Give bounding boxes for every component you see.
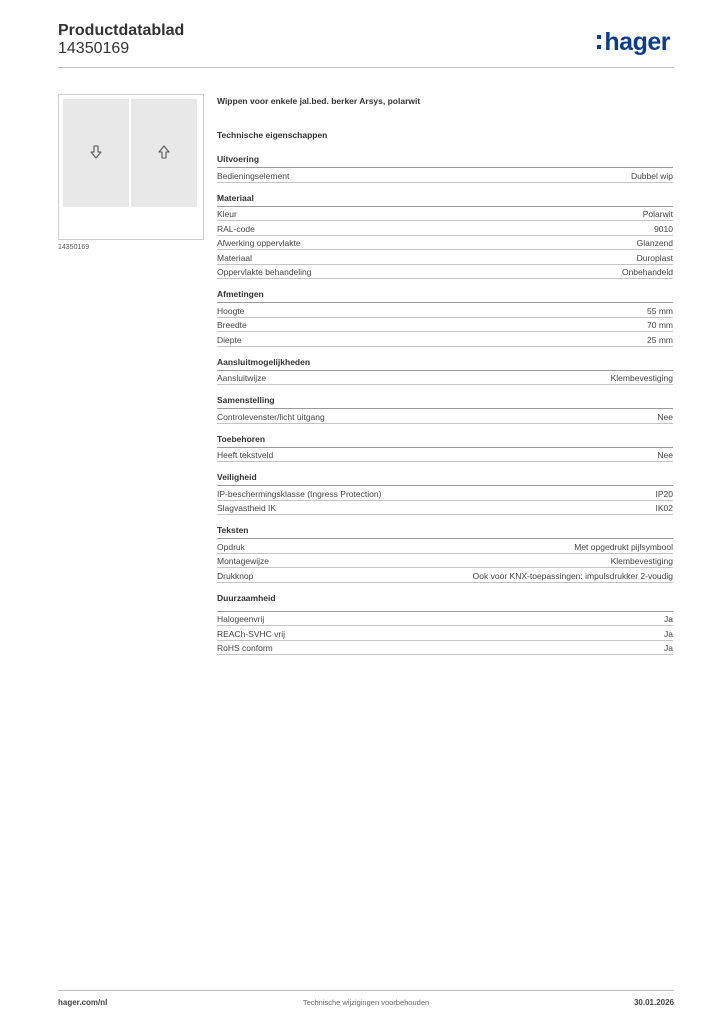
spec-value: Met opgedrukt pijlsymbool bbox=[574, 541, 673, 552]
spec-value: Nee bbox=[657, 411, 673, 422]
spec-value: IP20 bbox=[655, 488, 673, 499]
spec-label: Hoogte bbox=[217, 305, 245, 316]
footer-divider bbox=[58, 990, 674, 991]
spec-row bbox=[217, 501, 673, 516]
arrow-up-icon bbox=[158, 145, 170, 159]
spec-row bbox=[217, 265, 673, 280]
spec-value: 25 mm bbox=[647, 334, 673, 345]
footer-date: 30.01.2026 bbox=[633, 998, 674, 1007]
section-aansluitmogelijkheden bbox=[217, 357, 673, 386]
section-title: Teksten bbox=[217, 525, 673, 539]
spec-label: Bedieningselement bbox=[217, 170, 290, 181]
spec-row bbox=[217, 168, 673, 183]
spec-label: Slagvastheid IK bbox=[217, 503, 277, 513]
spec-label: Kleur bbox=[217, 209, 237, 219]
arrow-down-icon bbox=[90, 145, 102, 159]
spec-label: Afwerking oppervlakte bbox=[217, 238, 301, 248]
logo-text: hager bbox=[604, 28, 670, 56]
spec-value: Onbehandeld bbox=[621, 267, 673, 277]
header-divider bbox=[58, 67, 674, 68]
spec-label: Aansluitwijze bbox=[217, 373, 267, 383]
section-title: Duurzaamheid bbox=[217, 593, 673, 612]
footer-disclaimer: Technische wijzigingen voorbehouden bbox=[302, 998, 430, 1007]
spec-label: Montagewijze bbox=[217, 556, 269, 566]
spec-value: Ja bbox=[664, 643, 673, 653]
footer-website-link[interactable]: hager.com/nl bbox=[58, 998, 108, 1007]
tech-heading: Technische eigenschappen bbox=[217, 130, 328, 140]
document-title: Productdatablad bbox=[58, 22, 185, 39]
spec-label: IP-beschermingsklasse (Ingress Protection) bbox=[217, 488, 382, 499]
section-afmetingen bbox=[217, 289, 673, 347]
spec-value: 9010 bbox=[654, 223, 673, 234]
page-footer bbox=[58, 998, 674, 1012]
spec-label: Opdruk bbox=[217, 541, 245, 552]
rocker-plate bbox=[63, 99, 199, 207]
spec-row bbox=[217, 207, 673, 222]
spec-row bbox=[217, 318, 673, 333]
spec-value: Klembevestiging bbox=[610, 556, 673, 566]
spec-label: Controlevenster/licht uitgang bbox=[217, 411, 325, 422]
section-title: Veiligheid bbox=[217, 472, 673, 486]
spec-value: Duroplast bbox=[636, 252, 673, 263]
spec-value: Klembevestiging bbox=[610, 373, 673, 383]
spec-value: Ook voor KNX-toepassingen: impulsdrukker 2-voudig bbox=[472, 570, 673, 581]
product-number: 14350169 bbox=[58, 40, 130, 57]
spec-label: RAL-code bbox=[217, 223, 255, 234]
spec-row bbox=[217, 409, 673, 424]
spec-label: Diepte bbox=[217, 334, 242, 345]
spec-row bbox=[217, 641, 673, 656]
spec-value: IK02 bbox=[655, 503, 673, 513]
section-title: Materiaal bbox=[217, 193, 673, 207]
page-header bbox=[58, 22, 674, 72]
spec-row bbox=[217, 371, 673, 386]
rocker-right bbox=[131, 99, 197, 207]
section-title: Samenstelling bbox=[217, 395, 673, 409]
spec-value: Ja bbox=[664, 628, 673, 639]
product-title: Wippen voor enkele jal.bed. berker Arsys, polarwit bbox=[217, 96, 421, 106]
section-title: Afmetingen bbox=[217, 289, 673, 303]
spec-row bbox=[217, 486, 673, 501]
spec-label: REACh-SVHC vrij bbox=[217, 628, 286, 639]
spec-value: 70 mm bbox=[647, 320, 673, 330]
spec-value: Glanzend bbox=[636, 238, 673, 248]
spec-value: Dubbel wip bbox=[630, 170, 673, 181]
spec-row bbox=[217, 539, 673, 554]
section-title: Toebehoren bbox=[217, 434, 673, 448]
hager-logo bbox=[597, 28, 670, 57]
spec-label: Halogeenvrij bbox=[217, 614, 265, 624]
spec-row bbox=[217, 236, 673, 251]
spec-row bbox=[217, 626, 673, 641]
section-veiligheid bbox=[217, 472, 673, 515]
section-title: Aansluitmogelijkheden bbox=[217, 357, 673, 371]
spec-row bbox=[217, 250, 673, 265]
spec-row bbox=[217, 612, 673, 627]
section-samenstelling bbox=[217, 395, 673, 424]
spec-value: 55 mm bbox=[647, 305, 673, 316]
product-specs bbox=[217, 96, 673, 655]
rocker-left bbox=[63, 99, 129, 207]
section-title: Uitvoering bbox=[217, 154, 673, 168]
spec-label: Materiaal bbox=[217, 252, 252, 263]
spec-row bbox=[217, 568, 673, 583]
spec-label: Drukknop bbox=[217, 570, 254, 581]
image-caption: 14350169 bbox=[58, 244, 90, 251]
spec-row bbox=[217, 448, 673, 463]
spec-value: Ja bbox=[664, 614, 673, 624]
section-teksten bbox=[217, 525, 673, 583]
section-toebehoren bbox=[217, 434, 673, 463]
section-uitvoering bbox=[217, 154, 673, 183]
product-image bbox=[58, 94, 204, 240]
spec-row bbox=[217, 303, 673, 318]
section-materiaal bbox=[217, 193, 673, 280]
spec-row bbox=[217, 332, 673, 347]
section-duurzaamheid bbox=[217, 593, 673, 656]
spec-label: Heeft tekstveld bbox=[217, 450, 274, 460]
spec-row bbox=[217, 554, 673, 569]
spec-label: Breedte bbox=[217, 320, 247, 330]
spec-row bbox=[217, 221, 673, 236]
spec-label: RoHS conform bbox=[217, 643, 273, 653]
spec-value: Nee bbox=[657, 450, 673, 460]
spec-label: Oppervlakte behandeling bbox=[217, 267, 312, 277]
logo-dots-icon bbox=[597, 35, 601, 49]
spec-value: Polarwit bbox=[642, 209, 673, 219]
